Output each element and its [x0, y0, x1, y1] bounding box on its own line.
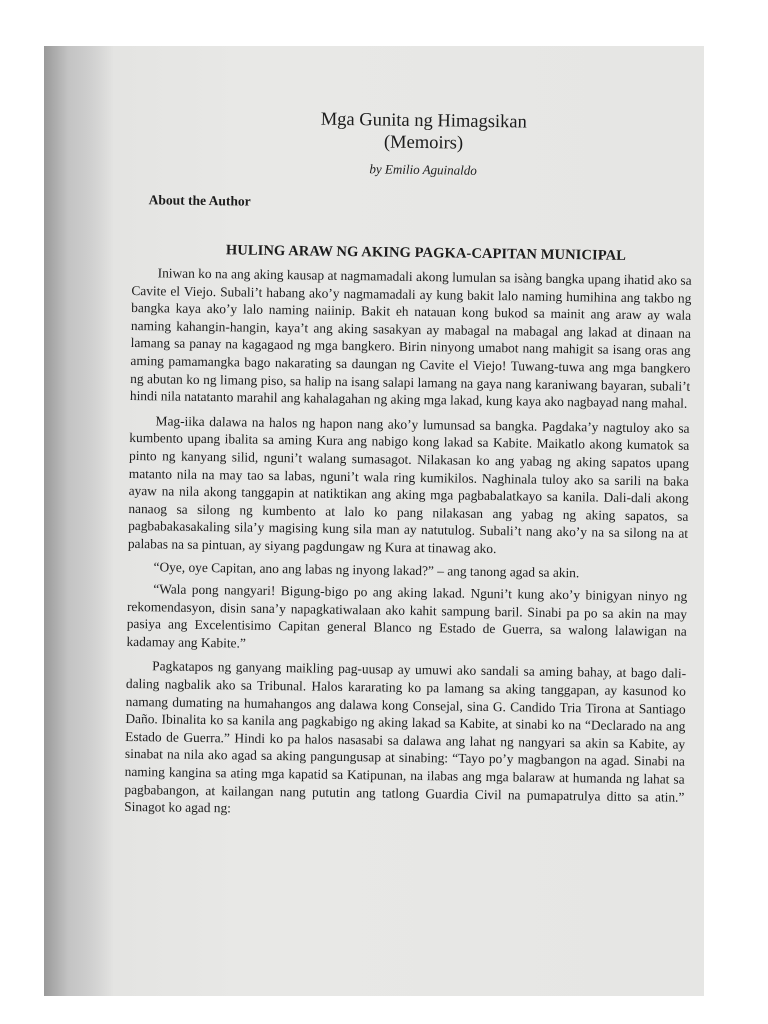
page-content: [124, 106, 694, 824]
title-line-1: Mga Gunita ng Himagsikan: [320, 109, 527, 133]
body-text: [124, 264, 692, 824]
paragraph-3: “Oye, oye Capitan, ano ang labas ng inyong lakad?” – ang tanong agad sa akin.: [153, 558, 580, 580]
book-gutter-shadow: [44, 46, 114, 996]
author-byline: by Emilio Aguinaldo: [369, 161, 477, 178]
paragraph-4: “Wala pong nangyari! Bigung-bigo po ang aking lakad. Nguni’t kung ako’y binigyan ninyo ng rekomendasyon, disin sana’y napagkatiwalaan ako kahit sampung baril. Sinabi pa po sa akin na may pasiya ang Excelentisimo Capitan general Blanco ng Estado de Guerra, sa walong lalawigan na kadamay ang Kabite.”: [126, 581, 688, 651]
section-heading: HULING ARAW NG AKING PAGKA-CAPITAN MUNICIPAL: [225, 242, 627, 264]
paragraph-5: Pagkatapos ng ganyang maikling pag-uusap ay umuwi ako sandali sa aming bahay, at bago dali-daling nagbalik ako sa Tribunal. Halos kararating ko pa lamang sa aking tanggapan, ay kasunod ko namang dumating na humahangos ang dalawa kong Consejal, sina G. Candido Tria Tirona at Santiago Daño. Ibinalita ko sa kanila ang pagkabigo ng aking lakad sa Kabite, at sinabi ko na “Declarado na ang Estado de Guerra.” Hindi ko pa halos nasasabi sa dalawa ang lahat ng nangyari sa akin sa Kabite, ay sinabat na nila ako agad sa aking pangungusap at sinabing: “Tayo po’y magbangon na agad. Sinabi na naming kangina sa ating mga kapatid sa Katipunan, na ilabas ang mga balaraw at humanda ng lahat sa pagbabangon, at kailangan nang pututin ang tatlong Guardia Civil na pumapatrulya ditto sa atin.” Sinagot ko agad ng:: [124, 658, 687, 816]
document-title: [133, 106, 694, 158]
paragraph-1: Iniwan ko na ang aking kausap at nagmamadali akong lumulan sa isàng bangka upang ihatid ako sa Cavite el Viejo. Subali’t habang ako’y nagmamadali ay kung bakit lalo naming humihina ang takbo ng bangka kaya ako’y lalo naming naiinip. Bakit eh natauan kong bukod sa mainit ang araw ay wala naming kahangin-hangin, kaya’t ang aking sasakyan ay mabagal na mabagal ang lakad at dinaan na lamang sa panay na kagagaod ng mga bangkero. Birin ninyong umabot nang mahigit sa isang oras ang aming pamamangka bago nakarating sa daungan ng Cavite el Viejo! Tuwang-tuwa ang mga bangkero ng abutan ko ng limang piso, sa halip na isang salapi lamang na gaya nang karaniwang bayaran, subali’t hindi nila natatanto marahil ang kahalagahan ng aking mga lakad, kung kaya ako nagbayad nang mahal.: [129, 265, 692, 411]
paragraph-2: Mag-iika dalawa na halos ng hapon nang ako’y lumunsad sa bangka. Pagdaka’y nagtuloy ako sa kumbento upang ibalita sa aming Kura ang nabigo kong lakad sa Kabite. Maikatlo akong kumatok sa pinto ng kanyang silid, nguni’t walang sumasagot. Nilakasan ko ang yabag ng aking sapatos upang matanto nila na may tao sa labas, nguni’t wala ring kumikilos. Naghinala tuloy ako sa sarili na baka ayaw na nila akong tanggapin at natiktikan ang aking mga pagbabalatkayo sa kanila. Dali-dali akong nanaog sa silong ng kumbento at lalo ko pang nilakasan ang yabag ng aking sapatos, sa pagbabakasakaling sila’y magising kung sila man ay natutulog. Subali’t nang ako’y na sa silong na at palabas na sa pintuan, ay siyang pagdungaw ng Kura at tinawag ako.: [127, 413, 690, 557]
scanned-page: [44, 46, 704, 996]
title-line-2: (Memoirs): [383, 132, 464, 154]
about-the-author-heading: About the Author: [148, 192, 251, 209]
